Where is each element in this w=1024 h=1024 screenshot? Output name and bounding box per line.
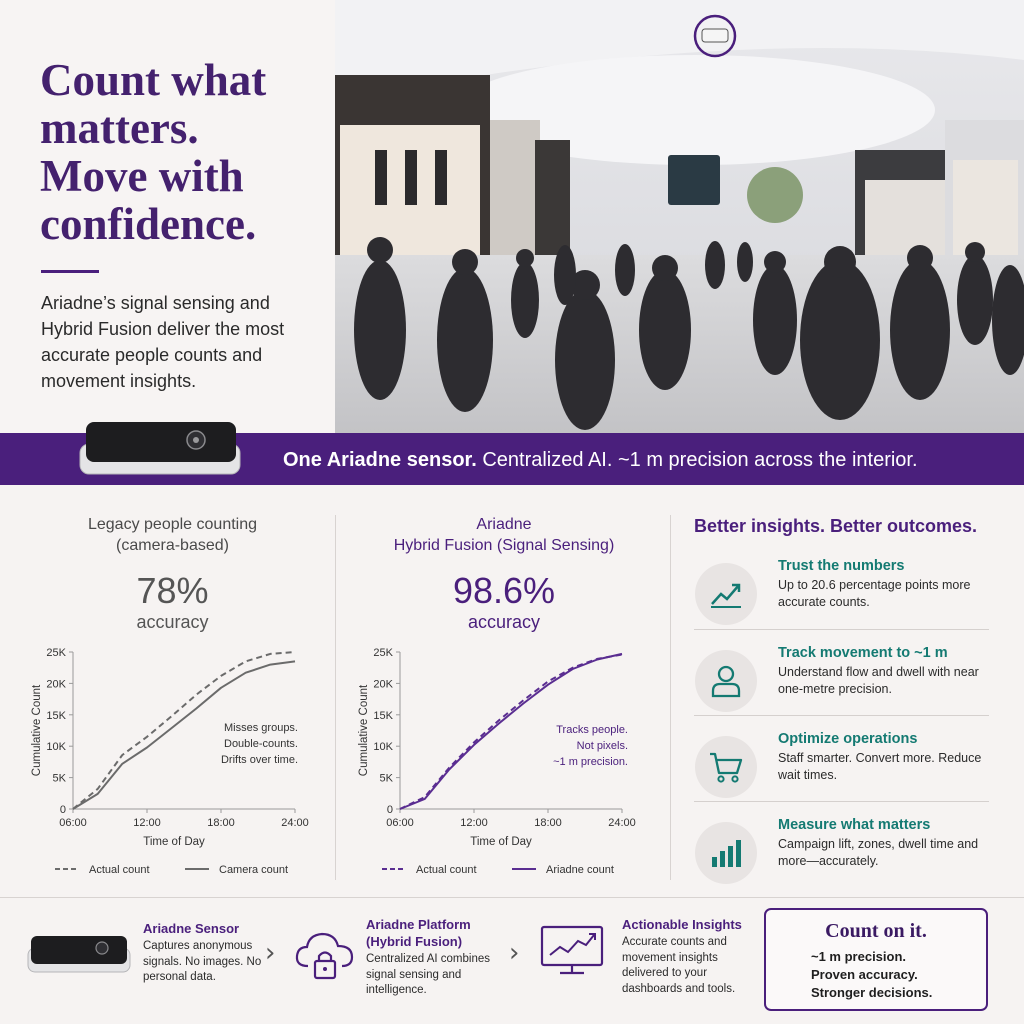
cta-line: Stronger decisions. [811,985,933,1000]
x-tick-label: 12:00 [460,817,488,829]
y-tick-label: 20K [373,678,393,691]
y-tick-label: 5K [379,772,393,785]
insights-title: Better insights. Better outcomes. [694,516,978,536]
section-divider [0,897,1024,898]
y-tick-label: 15K [46,709,66,722]
y-tick-label: 10K [46,741,66,754]
sensor-device-icon [78,420,243,476]
ariadne-chart-annotation [520,722,628,770]
flow-step-title: Ariadne Platform (Hybrid Fusion) [366,917,471,949]
legacy-accuracy-percent: 78% [136,570,209,611]
y-axis-label: Cumulative Count [31,684,43,777]
cloud-lock-icon [294,928,356,984]
hero-headline [40,56,330,248]
legend-label: Actual count [416,864,477,876]
panel-divider [670,515,671,880]
flow-step-text: Accurate counts and movement insights delivered to your dashboards and tools. [622,936,736,995]
insight-heading: Trust the numbers [778,558,905,574]
annotation-line: Double-counts. [224,738,298,750]
insight-item [694,729,989,815]
legacy-accuracy-label: accuracy [136,612,209,632]
flow-step-text: Captures anonymous signals. No images. No personal data. [143,940,262,983]
y-tick-label: 25K [46,647,66,659]
ariadne-title-line: Ariadne [476,516,532,533]
headline-line: Count what [40,55,267,105]
insight-text: Staff smarter. Convert more. Reduce wait times. [778,751,982,782]
legacy-title-line: (camera-based) [116,537,229,554]
x-tick-label: 06:00 [386,817,414,829]
hero-description: Ariadne’s signal sensing and Hybrid Fusion deliver the most accurate people counts and movement insights. [41,293,285,391]
insight-item [694,815,989,901]
annotation-line: Tracks people. [556,724,628,736]
ariadne-title-line: Hybrid Fusion (Signal Sensing) [393,537,615,554]
cta-line: ~1 m precision. [811,949,907,964]
bar-chart-icon [695,822,757,884]
x-tick-label: 12:00 [133,817,161,829]
cart-icon [695,736,757,798]
insight-heading: Optimize operations [778,731,918,747]
y-tick-label: 15K [373,709,393,722]
annotation-line: Drifts over time. [220,754,298,766]
insight-text: Campaign lift, zones, dwell time and more—accurately. [778,837,979,868]
legacy-panel-title [40,514,305,556]
insight-heading: Measure what matters [778,817,931,833]
legend-label: Actual count [89,864,150,876]
dashboard-monitor-icon [540,925,604,977]
banner-tagline-bold: One Ariadne sensor. [283,449,477,471]
insight-text: Up to 20.6 percentage points more accurate counts. [778,578,971,609]
y-tick-label: 25K [373,647,393,659]
panel-divider [335,515,336,880]
x-tick-label: 06:00 [59,817,87,829]
x-tick-label: 18:00 [207,817,235,829]
legacy-chart-annotation [190,720,298,768]
legend-label: Ariadne count [546,864,614,876]
annotation-line: Not pixels. [576,740,628,752]
insight-divider [694,715,989,716]
x-tick-label: 18:00 [534,817,562,829]
y-axis-label: Cumulative Count [358,684,370,777]
mall-photo [335,0,1024,433]
cta-title: Count on it. [825,920,927,942]
cta-card [764,908,988,1011]
headline-line: Move with [40,151,244,201]
chevron-right-icon: › [509,938,520,968]
y-tick-label: 10K [373,741,393,754]
legacy-title-line: Legacy people counting [87,516,258,533]
ariadne-accuracy-label: accuracy [467,612,541,632]
x-tick-label: 24:00 [608,817,636,829]
insight-heading: Track movement to ~1 m [778,645,948,661]
banner-tagline [283,449,918,472]
trend-up-icon [695,563,757,625]
y-tick-label: 20K [46,678,66,691]
sensor-device-icon [27,934,131,974]
person-icon [695,650,757,712]
legend-label: Camera count [219,864,289,876]
flow-step-text: Centralized AI combines signal sensing and intelligence. [366,953,491,996]
banner-tagline-rest: Centralized AI. ~1 m precision across the interior. [476,449,918,471]
flow-step-title: Actionable Insights [622,917,742,932]
insight-text: Understand flow and dwell with near one-metre precision. [778,665,979,696]
headline-line: confidence. [40,199,257,249]
cta-line: Proven accuracy. [811,967,918,982]
x-axis-label: Time of Day [143,836,205,848]
headline-line: matters. [40,103,199,153]
x-tick-label: 24:00 [281,817,309,829]
insight-divider [694,801,989,802]
ariadne-accuracy-percent: 98.6% [452,570,556,611]
y-tick-label: 5K [52,772,66,785]
chevron-right-icon: › [265,938,276,968]
x-axis-label: Time of Day [470,836,532,848]
y-tick-label: 0 [59,804,66,816]
annotation-line: Misses groups. [224,722,298,734]
annotation-line: ~1 m precision. [553,756,628,768]
flow-step-title: Ariadne Sensor [143,921,240,936]
y-tick-label: 0 [386,804,393,816]
insight-item [694,643,989,729]
ariadne-panel-title [370,514,638,556]
headline-divider [41,270,99,273]
insight-divider [694,629,989,630]
